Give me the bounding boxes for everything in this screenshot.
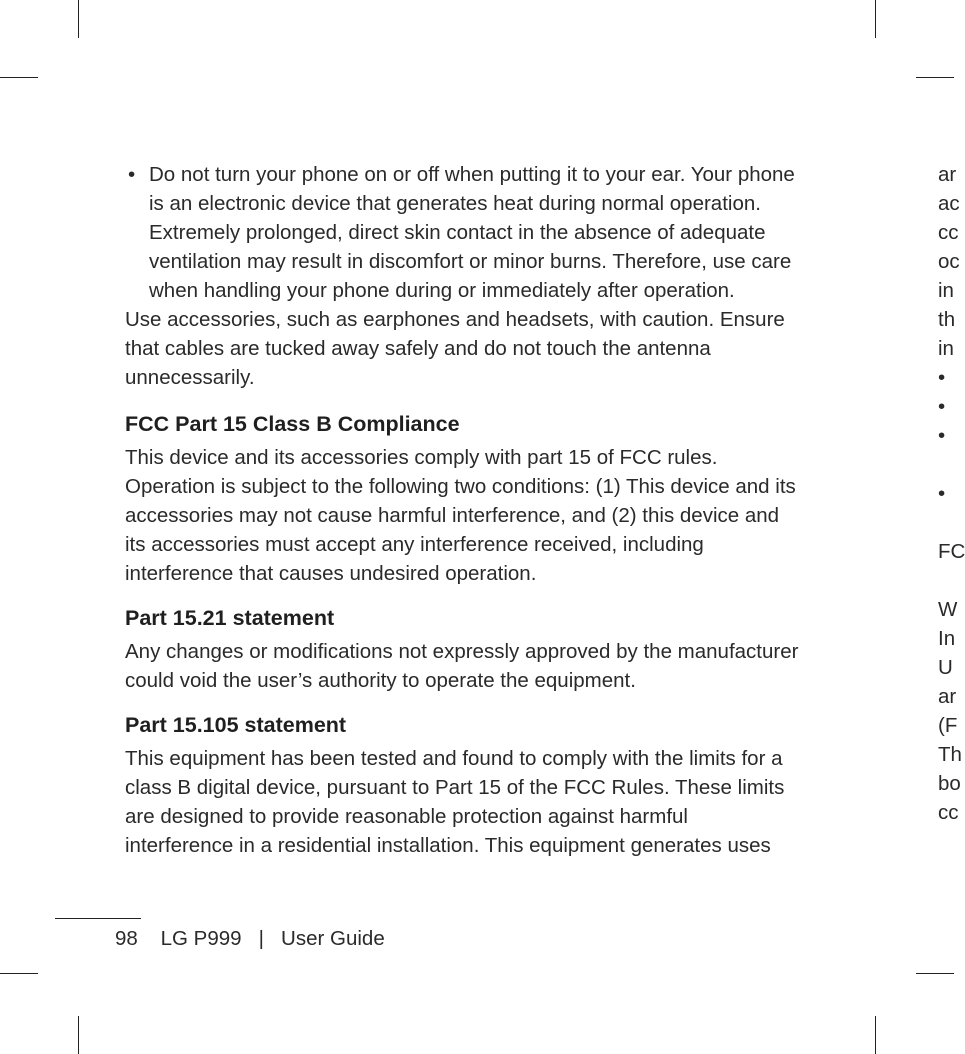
right-fragment-line: bo bbox=[938, 772, 961, 795]
section-heading-part-15-21: Part 15.21 statement bbox=[125, 606, 335, 630]
crop-mark-top-left bbox=[78, 0, 79, 38]
crop-mark-right-top bbox=[916, 77, 954, 78]
crop-mark-left-top bbox=[0, 77, 38, 78]
right-fragment-line: • bbox=[938, 366, 946, 389]
bullet-dot: • bbox=[128, 163, 136, 186]
bullet-item bbox=[125, 160, 800, 305]
footer-guide: User Guide bbox=[281, 927, 385, 950]
right-fragment-line: FC bbox=[938, 540, 965, 563]
accessories-paragraph: Use accessories, such as earphones and headsets, with caution. Ensure that cables are tucked away safely and do not touch the antenna unnecessarily. bbox=[125, 308, 785, 389]
right-fragment-line: cc bbox=[938, 801, 959, 824]
right-fragment-line bbox=[938, 508, 954, 537]
section-heading-fcc-part-15: FCC Part 15 Class B Compliance bbox=[125, 412, 460, 436]
right-fragment-line: in bbox=[938, 337, 954, 360]
section-body-part-15-21: Any changes or modifications not expressly approved by the manufacturer could void the user’s authority to operate the equipment. bbox=[125, 640, 799, 692]
right-fragment-line: ar bbox=[938, 163, 957, 186]
crop-mark-top-right bbox=[875, 0, 876, 38]
right-fragment-line: U bbox=[938, 656, 953, 679]
right-fragment-line: W bbox=[938, 598, 958, 621]
right-fragment-line: • bbox=[938, 395, 946, 418]
right-fragment-line: in bbox=[938, 279, 954, 302]
crop-mark-right-bottom bbox=[916, 973, 954, 974]
main-column bbox=[125, 160, 800, 860]
right-page-fragment bbox=[938, 160, 965, 827]
right-fragment-line: (F bbox=[938, 714, 958, 737]
right-fragment-line: ar bbox=[938, 685, 957, 708]
right-fragment-line: ac bbox=[938, 192, 960, 215]
crop-mark-left-bottom bbox=[0, 973, 38, 974]
section-body-fcc-part-15: This device and its accessories comply with part 15 of FCC rules. Operation is subject to the following two conditions: (1) This device and its accessories may not cause harmful interference, and (2) this device and its accessories must accept any interference received, including interference that causes undesired operation. bbox=[125, 446, 796, 585]
crop-mark-bottom-right bbox=[875, 1016, 876, 1054]
right-fragment-line: cc bbox=[938, 221, 959, 244]
right-fragment-line: oc bbox=[938, 250, 960, 273]
page-number: 98 bbox=[115, 927, 138, 950]
right-fragment-line bbox=[938, 566, 954, 595]
footer-rule bbox=[55, 918, 141, 919]
bullet-text: Do not turn your phone on or off when putting it to your ear. Your phone is an electronic device that generates heat during normal operation. Extremely prolonged, direct skin contact in the absence of adequate ventilation may result in discomfort or minor burns. Therefore, use care when handling your phone during or immediately after operation. bbox=[149, 163, 795, 302]
right-fragment-line: • bbox=[938, 424, 946, 447]
footer-separator: | bbox=[258, 927, 264, 950]
footer-product: LG P999 bbox=[160, 927, 242, 950]
right-fragment-line: Th bbox=[938, 743, 962, 766]
crop-mark-bottom-left bbox=[78, 1016, 79, 1054]
section-body-part-15-105: This equipment has been tested and found to comply with the limits for a class B digital device, pursuant to Part 15 of the FCC Rules. These limits are designed to provide reasonable protection against harmful interference in a residential installation. This equipment generates uses bbox=[125, 747, 785, 857]
page-footer bbox=[115, 924, 385, 953]
section-heading-part-15-105: Part 15.105 statement bbox=[125, 713, 347, 737]
right-fragment-line: • bbox=[938, 482, 946, 505]
right-fragment-line: th bbox=[938, 308, 956, 331]
right-fragment-line: In bbox=[938, 627, 956, 650]
right-fragment-line bbox=[938, 450, 954, 479]
